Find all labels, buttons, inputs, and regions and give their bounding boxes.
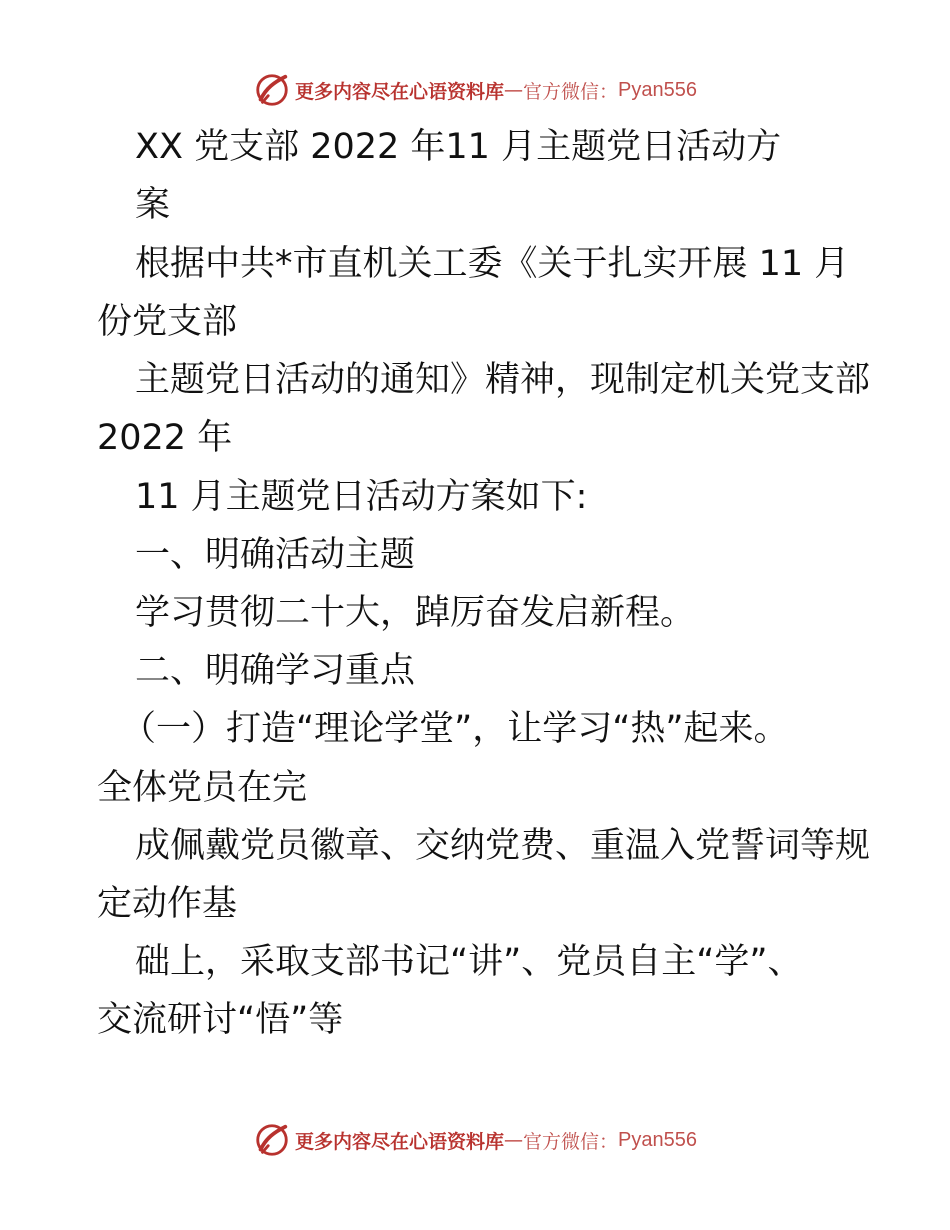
doc-paragraph-line: 主题党日活动的通知》精神，现制定机关党支部 xyxy=(135,360,871,400)
doc-paragraph-line: 根据中共*市直机关工委《关于扎实开展 11 月 xyxy=(135,244,850,284)
pen-logo-icon xyxy=(253,1121,291,1159)
banner-wechat-label: 官方微信： xyxy=(523,1130,619,1153)
doc-paragraph-line: 学习贯彻二十大，踔厉奋发启新程。 xyxy=(135,593,696,633)
doc-section-heading: 二、明确学习重点 xyxy=(135,651,416,691)
banner-text: 更多内容尽在心语资料库 xyxy=(295,1130,505,1153)
banner-separator: — xyxy=(504,1129,524,1151)
doc-paragraph-line: 成佩戴党员徽章、交纳党费、重温入党誓词等规 xyxy=(135,826,871,866)
banner-wechat-label: 官方微信： xyxy=(523,80,619,103)
doc-paragraph-line: 全体党员在完 xyxy=(97,768,308,808)
banner-text: 更多内容尽在心语资料库 xyxy=(295,80,505,103)
banner-wechat-id: Pyan556 xyxy=(618,78,697,101)
doc-paragraph-line: 2022 年 xyxy=(97,418,233,458)
doc-paragraph-line: 定动作基 xyxy=(97,884,238,924)
footer-watermark-banner xyxy=(0,1118,950,1162)
doc-title-line-2: 案 xyxy=(135,185,171,225)
doc-section-heading: 一、明确活动主题 xyxy=(135,535,416,575)
banner-wechat-id: Pyan556 xyxy=(618,1128,697,1151)
doc-paragraph-line: 础上，采取支部书记“讲”、党员自主“学”、 xyxy=(135,942,803,982)
doc-paragraph-line: 11 月主题党日活动方案如下: xyxy=(135,477,588,517)
banner-separator: — xyxy=(504,79,524,101)
doc-title-line-1: XX 党支部 2022 年11 月主题党日活动方 xyxy=(135,127,782,167)
doc-subsection-heading: （一）打造“理论学堂”，让学习“热”起来。 xyxy=(121,709,789,749)
doc-paragraph-line: 份党支部 xyxy=(97,302,238,342)
doc-paragraph-line: 交流研讨“悟”等 xyxy=(97,1000,344,1040)
